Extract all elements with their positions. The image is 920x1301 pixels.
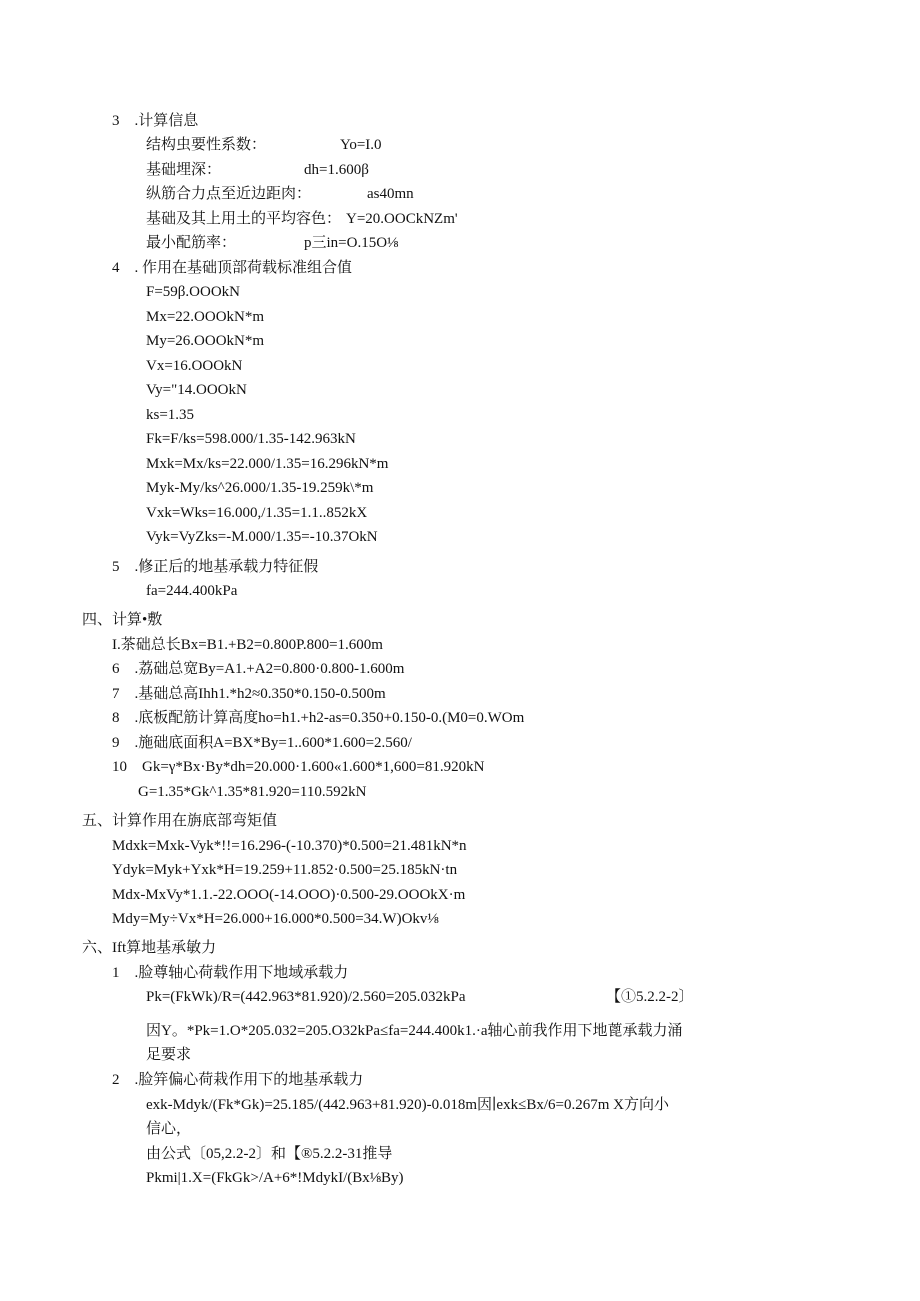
parameter-line: 9 .施础底面积A=BX*By=1..600*1.600=2.560/ — [112, 735, 412, 751]
field-value-importance-factor: Yo=I.0 — [340, 137, 382, 153]
parameter-line: I.茶础总长Bx=B1.+B2=0.800P.800=1.600m — [112, 637, 383, 653]
axial-check-paragraph: 因Y。*Pk=1.O*205.032=205.O32kPa≤fa=244.400k1.·a轴心前我作用下地蓖承载力涌 — [146, 1023, 683, 1039]
field-label-importance-factor: 结构虫要性系数： — [146, 137, 267, 153]
chapter-4-title: 四、计算•敷 — [82, 612, 163, 628]
field-value-rebar-cover: as40mn — [367, 186, 414, 202]
field-value-min-rebar-ratio: p三in=O.15O⅛ — [304, 235, 399, 251]
load-line: Vxk=Wks=16.000,/1.35=1.1..852kX — [146, 505, 368, 521]
field-label-min-rebar-ratio: 最小配筋率： — [146, 235, 237, 251]
moment-line: Mdx-MxVy*1.1.-22.OOO(-14.OOO)·0.500-29.OOOkX·m — [112, 887, 466, 903]
axial-pressure-formula: Pk=(FkWk)/R=(442.963*81.920)/2.560=205.032kPa — [146, 989, 466, 1005]
pkmax-formula: Pkmi|1.X=(FkGk>/A+6*!MdykI/(Bx⅛By) — [146, 1170, 404, 1186]
moment-line: Ydyk=Myk+Yxk*H=19.259+11.852·0.500=25.185kN·tn — [112, 862, 458, 878]
field-value-burial-depth: dh=1.600β — [304, 162, 369, 178]
section-4-title: 4 . 作用在基础顶部荷载标准组合值 — [112, 260, 353, 276]
moment-line: Mdy=My÷Vx*H=26.000+16.000*0.500=34.W)Okv⅛ — [112, 911, 439, 927]
load-line: Mx=22.OOOkN*m — [146, 309, 265, 325]
load-line: Fk=F/ks=598.000/1.35-142.963kN — [146, 431, 356, 447]
parameter-line: 8 .底板配筋计算高度ho=h1.+h2-as=0.350+0.150-0.(M0=0.WOm — [112, 710, 525, 726]
moment-line: Mdxk=Mxk-Vyk*!!=16.296-(-10.370)*0.500=21.481kN*n — [112, 838, 467, 854]
load-line: Vyk=VyZks=-M.000/1.35=-10.37OkN — [146, 529, 378, 545]
section-3-title: 3 .计算信息 — [112, 113, 199, 129]
parameter-line: 6 .荔础总宽By=A1.+A2=0.800·0.800-1.600m — [112, 661, 405, 677]
field-label-rebar-cover: 纵筋合力点至近边距肉： — [146, 186, 312, 202]
chapter-5-title: 五、计算作用在旃底部弯矩值 — [82, 813, 278, 829]
subsection-1-title: 1 .脸尊轴心荷载作用下地域承载力 — [112, 965, 349, 981]
axial-check-paragraph-cont: 足要求 — [146, 1047, 192, 1063]
eccentricity-line-cont: 信心， — [146, 1121, 192, 1137]
load-line: Mxk=Mx/ks=22.000/1.35=16.296kN*m — [146, 456, 389, 472]
bearing-capacity-value: fa=244.400kPa — [146, 583, 238, 599]
section-5-title: 5 .修正后的地基承载力特征假 — [112, 559, 319, 575]
load-line: Vx=16.OOOkN — [146, 358, 243, 374]
load-line: F=59β.OOOkN — [146, 284, 241, 300]
field-label-soil-unit-weight: 基础及其上用土的平均容色： — [146, 211, 342, 227]
subsection-2-title: 2 .脸笄偏心荷栽作用下的地基承载力 — [112, 1072, 364, 1088]
parameter-line-g: G=1.35*Gk^1.35*81.920=110.592kN — [138, 784, 367, 800]
load-line: Vy="14.OOOkN — [146, 382, 247, 398]
chapter-6-title: 六、Ift算地基承敏力 — [82, 940, 217, 956]
field-label-burial-depth: 基础埋深： — [146, 162, 222, 178]
code-reference: 【①5.2.2-2〕 — [606, 989, 694, 1005]
formula-derivation-line: 由公式〔05,2.2-2〕和【®5.2.2-31推导 — [146, 1146, 393, 1162]
parameter-line: 7 .基础总高Ihh1.*h2≈0.350*0.150-0.500m — [112, 686, 386, 702]
load-line: Myk-My/ks^26.000/1.35-19.259k\*m — [146, 480, 374, 496]
load-line: ks=1.35 — [146, 407, 195, 423]
field-value-soil-unit-weight: Y=20.OOCkNZm' — [346, 211, 458, 227]
load-line: My=26.OOOkN*m — [146, 333, 265, 349]
eccentricity-line: exk-Mdyk/(Fk*Gk)=25.185/(442.963+81.920)-0.018m因∣exk≤Bx/6=0.267m X方向小 — [146, 1097, 669, 1113]
parameter-line: 10 Gk=γ*Bx·By*dh=20.000·1.600«1.600*1,600=81.920kN — [112, 759, 485, 775]
